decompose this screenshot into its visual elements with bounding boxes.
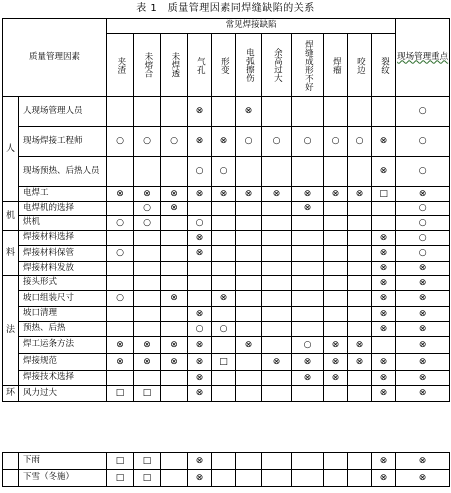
key-cell: ⊗ xyxy=(396,354,450,371)
mark-cell xyxy=(348,262,372,276)
mark-cell xyxy=(324,262,348,276)
factor-cell: 焊接材料发放 xyxy=(19,262,107,276)
mark-cell: ⊗ xyxy=(212,291,236,307)
factor-cell: 焊接材料选择 xyxy=(19,231,107,246)
table-row xyxy=(3,276,450,291)
mark-cell xyxy=(161,157,188,187)
mark-cell: ⊗ xyxy=(324,187,348,202)
mark-cell xyxy=(161,470,188,487)
table-row xyxy=(3,216,450,231)
mark-cell: ⊗ xyxy=(372,470,396,487)
mark-cell: ⊗ xyxy=(292,354,324,371)
mark-cell: ⊗ xyxy=(324,354,348,371)
mark-cell: ○ xyxy=(134,202,161,216)
mark-cell: ○ xyxy=(348,127,372,157)
mark-cell: ⊗ xyxy=(188,231,212,246)
mark-cell xyxy=(324,246,348,262)
mark-cell: ⊗ xyxy=(372,262,396,276)
mark-cell xyxy=(134,291,161,307)
mark-cell: □ xyxy=(134,453,161,470)
mark-cell xyxy=(161,386,188,402)
mark-cell: ⊗ xyxy=(292,202,324,216)
mark-cell: ○ xyxy=(107,246,134,262)
mark-cell xyxy=(292,97,324,127)
mark-cell: ⊗ xyxy=(292,187,324,202)
mark-cell xyxy=(372,216,396,231)
mark-cell xyxy=(134,371,161,386)
mark-cell xyxy=(212,371,236,386)
mark-cell xyxy=(134,246,161,262)
factor-cell: 人现场管理人员 xyxy=(19,97,107,127)
mark-cell xyxy=(236,231,262,246)
mark-cell: □ xyxy=(107,386,134,402)
mark-cell: ⊗ xyxy=(236,97,262,127)
mark-cell xyxy=(188,276,212,291)
mark-cell: ⊗ xyxy=(188,470,212,487)
mark-cell: □ xyxy=(107,453,134,470)
category-cell: 料 xyxy=(3,231,19,276)
mark-cell: ⊗ xyxy=(348,354,372,371)
factor-cell: 现场预热、后热人员 xyxy=(19,157,107,187)
mark-cell: ⊗ xyxy=(188,246,212,262)
mark-cell: ⊗ xyxy=(372,307,396,322)
mark-cell xyxy=(212,386,236,402)
mark-cell xyxy=(348,231,372,246)
mark-cell: ⊗ xyxy=(292,371,324,386)
mark-cell xyxy=(292,262,324,276)
factor-cell: 坡口清理 xyxy=(19,307,107,322)
mark-cell xyxy=(107,322,134,337)
mark-cell: ⊗ xyxy=(372,157,396,187)
mark-cell xyxy=(292,453,324,470)
mark-cell xyxy=(324,453,348,470)
mark-cell: ⊗ xyxy=(188,337,212,354)
key-cell: ○ xyxy=(396,216,450,231)
mark-cell xyxy=(107,307,134,322)
mark-cell xyxy=(134,276,161,291)
factor-cell: 电焊机的选择 xyxy=(19,202,107,216)
mark-cell: ○ xyxy=(134,127,161,157)
mark-cell: ⊗ xyxy=(188,354,212,371)
mark-cell xyxy=(324,97,348,127)
mark-cell: ⊗ xyxy=(188,307,212,322)
mark-cell xyxy=(212,262,236,276)
mark-cell xyxy=(107,262,134,276)
mark-cell xyxy=(348,470,372,487)
mark-cell xyxy=(134,262,161,276)
weather-extra-table xyxy=(2,452,450,487)
mark-cell xyxy=(212,453,236,470)
mark-cell: ○ xyxy=(188,322,212,337)
mark-cell xyxy=(212,97,236,127)
factor-cell: 接头形式 xyxy=(19,276,107,291)
defect-header-3: 气孔 xyxy=(188,34,212,97)
mark-cell xyxy=(372,202,396,216)
mark-cell: ○ xyxy=(107,127,134,157)
category-cell xyxy=(3,453,19,470)
mark-cell: ⊗ xyxy=(324,371,348,386)
mark-cell xyxy=(262,157,292,187)
factor-cell: 焊工运条方法 xyxy=(19,337,107,354)
mark-cell xyxy=(188,202,212,216)
factor-cell: 电焊工 xyxy=(19,187,107,202)
factor-cell: 烘机 xyxy=(19,216,107,231)
mark-cell xyxy=(107,202,134,216)
mark-cell xyxy=(262,276,292,291)
mark-cell xyxy=(348,386,372,402)
mark-cell xyxy=(134,231,161,246)
mark-cell: ⊗ xyxy=(236,337,262,354)
mark-cell: ⊗ xyxy=(188,127,212,157)
mark-cell xyxy=(188,262,212,276)
mark-cell: □ xyxy=(212,354,236,371)
mark-cell xyxy=(107,276,134,291)
mark-cell xyxy=(134,307,161,322)
mark-cell xyxy=(236,202,262,216)
table-row xyxy=(3,157,450,187)
mark-cell xyxy=(236,157,262,187)
mark-cell: ⊗ xyxy=(212,127,236,157)
mark-cell xyxy=(236,307,262,322)
table-row xyxy=(3,337,450,354)
mark-cell xyxy=(292,231,324,246)
mark-cell xyxy=(107,231,134,246)
defect-header-7: 焊缝成形不好 xyxy=(292,34,324,97)
mark-cell xyxy=(212,231,236,246)
mark-cell xyxy=(236,470,262,487)
mark-cell xyxy=(212,337,236,354)
mark-cell xyxy=(324,307,348,322)
mark-cell: ⊗ xyxy=(107,337,134,354)
mark-cell xyxy=(134,97,161,127)
mark-cell: ⊗ xyxy=(161,354,188,371)
factor-cell: 下雨 xyxy=(19,453,107,470)
mark-cell xyxy=(348,202,372,216)
mark-cell xyxy=(262,453,292,470)
mark-cell xyxy=(262,322,292,337)
mark-cell: ⊗ xyxy=(348,337,372,354)
mark-cell: ⊗ xyxy=(372,276,396,291)
mark-cell xyxy=(262,307,292,322)
key-cell: ○ xyxy=(396,97,450,127)
factor-column-header: 质量管理因素 xyxy=(3,19,107,97)
mark-cell xyxy=(262,97,292,127)
mark-cell: ⊗ xyxy=(188,187,212,202)
mark-cell xyxy=(161,453,188,470)
mark-cell: ⊗ xyxy=(134,354,161,371)
table-row xyxy=(3,262,450,276)
table-row xyxy=(3,127,450,157)
table-row xyxy=(3,371,450,386)
mark-cell xyxy=(236,276,262,291)
mark-cell xyxy=(212,307,236,322)
factor-cell: 现场焊接工程师 xyxy=(19,127,107,157)
mark-cell: □ xyxy=(134,470,161,487)
mark-cell xyxy=(348,97,372,127)
mark-cell xyxy=(292,246,324,262)
mark-cell xyxy=(292,291,324,307)
mark-cell xyxy=(107,371,134,386)
mark-cell xyxy=(236,291,262,307)
mark-cell: ⊗ xyxy=(348,187,372,202)
mark-cell xyxy=(161,276,188,291)
mark-cell: □ xyxy=(107,470,134,487)
defect-header-2: 未焊透 xyxy=(161,34,188,97)
mark-cell: ⊗ xyxy=(161,202,188,216)
mark-cell xyxy=(161,231,188,246)
mark-cell: ○ xyxy=(134,216,161,231)
mark-cell: ⊗ xyxy=(161,291,188,307)
mark-cell xyxy=(262,291,292,307)
factor-cell: 坡口组装尺寸 xyxy=(19,291,107,307)
mark-cell: ⊗ xyxy=(161,337,188,354)
mark-cell xyxy=(134,157,161,187)
mark-cell: ○ xyxy=(107,291,134,307)
table-row xyxy=(3,322,450,337)
mark-cell xyxy=(212,470,236,487)
mark-cell: ⊗ xyxy=(372,231,396,246)
mark-cell: ⊗ xyxy=(107,187,134,202)
table-row xyxy=(3,187,450,202)
key-points-label: 现场管理重点 xyxy=(397,51,449,62)
mark-cell xyxy=(348,216,372,231)
category-cell: 法 xyxy=(3,276,19,386)
mark-cell: ○ xyxy=(161,127,188,157)
defect-header-0: 夹渣 xyxy=(107,34,134,97)
factor-cell: 焊接技术选择 xyxy=(19,371,107,386)
mark-cell: □ xyxy=(134,386,161,402)
mark-cell: ⊗ xyxy=(188,371,212,386)
mark-cell: ○ xyxy=(292,337,324,354)
mark-cell xyxy=(372,97,396,127)
mark-cell: ○ xyxy=(212,157,236,187)
category-cell: 机 xyxy=(3,202,19,231)
mark-cell xyxy=(161,246,188,262)
defect-header-5: 电弧擦伤 xyxy=(236,34,262,97)
common-defects-header: 常见焊接缺陷 xyxy=(107,19,396,34)
mark-cell: ⊗ xyxy=(372,386,396,402)
key-cell: ⊗ xyxy=(396,386,450,402)
mark-cell: ⊗ xyxy=(372,246,396,262)
mark-cell: ⊗ xyxy=(262,354,292,371)
mark-cell xyxy=(262,337,292,354)
mark-cell: ⊗ xyxy=(372,322,396,337)
mark-cell xyxy=(324,470,348,487)
mark-cell xyxy=(292,276,324,291)
mark-cell xyxy=(161,216,188,231)
mark-cell xyxy=(236,386,262,402)
table-row xyxy=(3,470,450,487)
table-row xyxy=(3,246,450,262)
key-cell: ○ xyxy=(396,202,450,216)
mark-cell: ○ xyxy=(292,127,324,157)
table-row xyxy=(3,354,450,371)
mark-cell: ⊗ xyxy=(188,386,212,402)
mark-cell xyxy=(161,262,188,276)
defect-header-9: 咬边 xyxy=(348,34,372,97)
mark-cell xyxy=(236,371,262,386)
mark-cell xyxy=(236,453,262,470)
mark-cell: ⊗ xyxy=(236,187,262,202)
mark-cell: ○ xyxy=(236,127,262,157)
mark-cell xyxy=(348,453,372,470)
table-row xyxy=(3,97,450,127)
mark-cell: □ xyxy=(372,187,396,202)
key-cell: ⊗ xyxy=(396,276,450,291)
mark-cell xyxy=(348,246,372,262)
mark-cell: ⊗ xyxy=(372,291,396,307)
factor-cell: 焊接规范 xyxy=(19,354,107,371)
mark-cell xyxy=(212,246,236,262)
mark-cell xyxy=(161,307,188,322)
mark-cell xyxy=(161,371,188,386)
mark-cell xyxy=(236,262,262,276)
mark-cell: ⊗ xyxy=(134,337,161,354)
mark-cell xyxy=(292,307,324,322)
table-row xyxy=(3,386,450,402)
mark-cell: ○ xyxy=(212,322,236,337)
mark-cell xyxy=(292,322,324,337)
factor-cell: 焊接材料保管 xyxy=(19,246,107,262)
mark-cell xyxy=(262,231,292,246)
mark-cell: ○ xyxy=(107,216,134,231)
mark-cell xyxy=(262,202,292,216)
mark-cell xyxy=(324,202,348,216)
mark-cell: ⊗ xyxy=(134,187,161,202)
key-cell: ⊗ xyxy=(396,291,450,307)
key-cell: ⊗ xyxy=(396,187,450,202)
factor-cell: 风力过大 xyxy=(19,386,107,402)
factor-cell: 预热、后热 xyxy=(19,322,107,337)
key-cell: ⊗ xyxy=(396,307,450,322)
table-row xyxy=(3,453,450,470)
key-cell: ⊗ xyxy=(396,337,450,354)
mark-cell xyxy=(324,157,348,187)
category-cell: 环 xyxy=(3,386,19,402)
table-row xyxy=(3,231,450,246)
mark-cell: ○ xyxy=(262,127,292,157)
mark-cell: ⊗ xyxy=(188,97,212,127)
mark-cell: ⊗ xyxy=(212,187,236,202)
key-cell: ⊗ xyxy=(396,262,450,276)
key-cell: ⊗ xyxy=(396,371,450,386)
mark-cell xyxy=(348,276,372,291)
mark-cell: ⊗ xyxy=(372,371,396,386)
mark-cell xyxy=(292,386,324,402)
mark-cell xyxy=(262,246,292,262)
mark-cell: ⊗ xyxy=(107,354,134,371)
mark-cell xyxy=(292,470,324,487)
mark-cell: ⊗ xyxy=(262,187,292,202)
defect-header-8: 焊瘤 xyxy=(324,34,348,97)
mark-cell xyxy=(324,276,348,291)
mark-cell xyxy=(348,157,372,187)
key-cell: ⊗ xyxy=(396,470,450,487)
mark-cell xyxy=(236,322,262,337)
mark-cell: ⊗ xyxy=(372,453,396,470)
mark-cell xyxy=(324,216,348,231)
mark-cell xyxy=(348,371,372,386)
category-cell xyxy=(3,470,19,487)
key-cell: ⊗ xyxy=(396,322,450,337)
mark-cell xyxy=(348,322,372,337)
mark-cell xyxy=(161,322,188,337)
mark-cell: ⊗ xyxy=(188,453,212,470)
mark-cell: ○ xyxy=(188,216,212,231)
mark-cell xyxy=(161,97,188,127)
mark-cell xyxy=(348,307,372,322)
mark-cell xyxy=(324,386,348,402)
mark-cell xyxy=(212,202,236,216)
mark-cell xyxy=(372,337,396,354)
key-cell: ○ xyxy=(396,157,450,187)
key-cell: ○ xyxy=(396,246,450,262)
mark-cell xyxy=(324,322,348,337)
defect-header-4: 形变 xyxy=(212,34,236,97)
defect-header-10: 裂纹 xyxy=(372,34,396,97)
mark-cell xyxy=(236,216,262,231)
table-row xyxy=(3,307,450,322)
mark-cell xyxy=(292,157,324,187)
mark-cell xyxy=(236,354,262,371)
key-cell: ○ xyxy=(396,231,450,246)
table-row xyxy=(3,291,450,307)
mark-cell xyxy=(107,97,134,127)
key-cell: ⊗ xyxy=(396,453,450,470)
mark-cell xyxy=(262,262,292,276)
mark-cell: ○ xyxy=(188,157,212,187)
mark-cell xyxy=(262,470,292,487)
key-cell: ○ xyxy=(396,127,450,157)
mark-cell xyxy=(324,291,348,307)
mark-cell xyxy=(262,386,292,402)
mark-cell: ⊗ xyxy=(372,127,396,157)
defect-header-6: 余高过大 xyxy=(262,34,292,97)
mark-cell xyxy=(188,291,212,307)
defect-header-1: 未熔合 xyxy=(134,34,161,97)
mark-cell xyxy=(348,291,372,307)
mark-cell xyxy=(292,216,324,231)
key-points-header xyxy=(396,19,450,97)
mark-cell xyxy=(262,216,292,231)
mark-cell xyxy=(212,216,236,231)
mark-cell: ⊗ xyxy=(372,354,396,371)
table-caption: 表 1 质量管理因素同焊缝缺陷的关系 xyxy=(136,3,315,14)
mark-cell: ○ xyxy=(324,127,348,157)
mark-cell xyxy=(134,322,161,337)
mark-cell xyxy=(262,371,292,386)
mark-cell: ⊗ xyxy=(324,337,348,354)
category-cell: 人 xyxy=(3,97,19,202)
mark-cell xyxy=(324,231,348,246)
mark-cell xyxy=(107,157,134,187)
table-row xyxy=(3,202,450,216)
mark-cell: ⊗ xyxy=(161,187,188,202)
mark-cell xyxy=(236,246,262,262)
defect-relation-table xyxy=(2,18,450,402)
factor-cell: 下雪（冬施） xyxy=(19,470,107,487)
mark-cell xyxy=(212,276,236,291)
